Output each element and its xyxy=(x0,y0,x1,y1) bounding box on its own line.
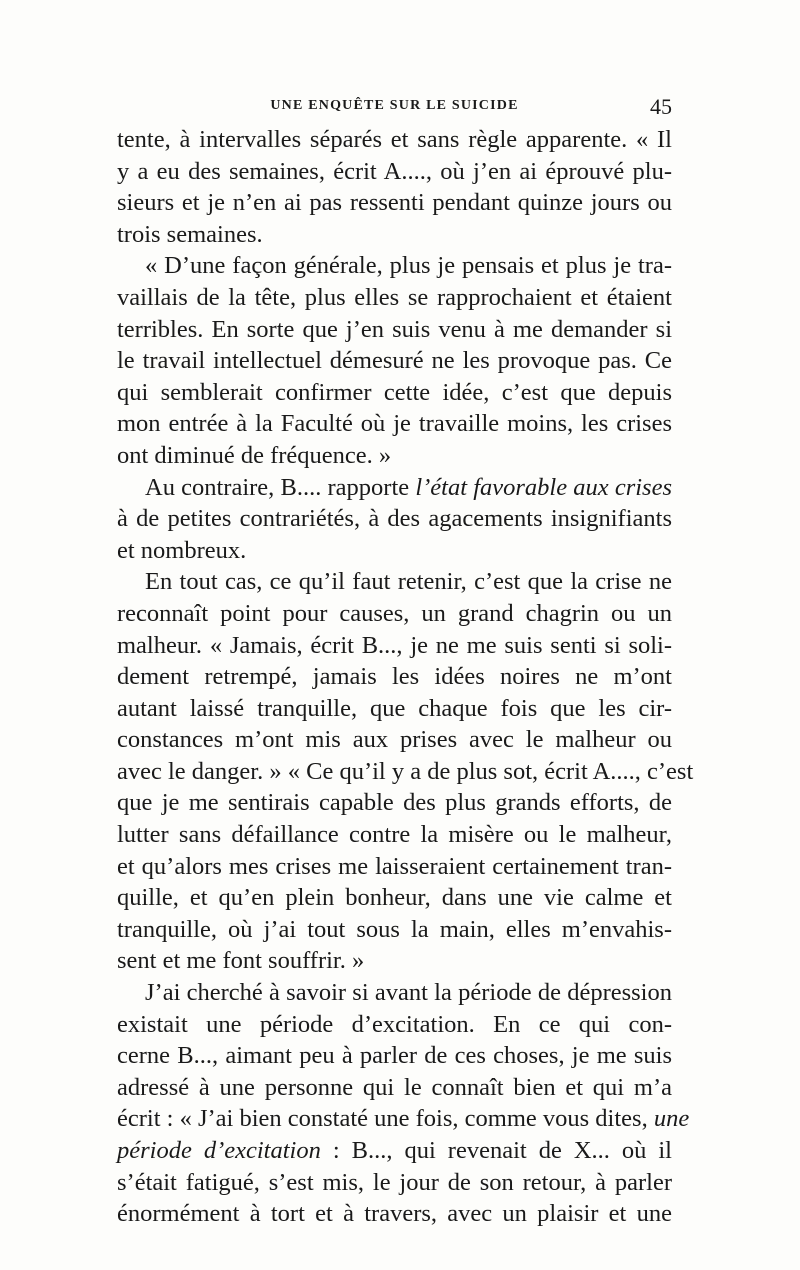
text-line: vaillais de la tête, plus elles se rapprochaient et étaient xyxy=(117,283,672,311)
text-run: : B..., qui revenait de X... où il xyxy=(320,1137,672,1164)
text-line xyxy=(117,472,672,504)
text-line: quille, et qu’en plein bonheur, dans une vie calme et xyxy=(117,884,672,912)
text-line xyxy=(117,1135,672,1167)
text-line: cerne B..., aimant peu à parler de ces choses, je me suis xyxy=(117,1042,672,1070)
text-line: ont diminué de fréquence. » xyxy=(117,441,392,469)
text-line: sieurs et je n’en ai pas ressenti pendant quinze jours ou xyxy=(117,189,672,217)
running-head xyxy=(117,94,672,118)
text-line: le travail intellectuel démesuré ne les provoque pas. Ce xyxy=(117,347,672,375)
text-line: à de petites contrariétés, à des agacements insignifiants xyxy=(117,505,672,533)
text-line: mon entrée à la Faculté où je travaille moins, les crises xyxy=(117,410,672,438)
text-line: constances m’ont mis aux prises avec le malheur ou xyxy=(117,726,672,754)
text-line: tranquille, où j’ai tout sous la main, elles m’envahis- xyxy=(117,915,672,943)
text-line: tente, à intervalles séparés et sans règle apparente. « Il xyxy=(117,126,672,153)
text-run: écrit : « J’ai bien constaté une fois, comme vous dites, xyxy=(117,1105,654,1133)
text-line: sent et me font souffrir. » xyxy=(117,947,365,975)
text-line: « D’une façon générale, plus je pensais et plus je tra- xyxy=(145,252,672,280)
text-line: et nombreux. xyxy=(117,536,247,564)
text-line: terribles. En sorte que j’en suis venu à me demander si xyxy=(117,315,672,343)
text-line: énormément à tort et à travers, avec un plaisir et une xyxy=(117,1200,672,1228)
text-line xyxy=(117,1103,690,1135)
text-line: autant laissé tranquille, que chaque fois que les cir- xyxy=(117,694,672,722)
text-line: En tout cas, ce qu’il faut retenir, c’est que la crise ne xyxy=(145,568,672,596)
text-line: lutter sans défaillance contre la misère ou le malheur, xyxy=(117,821,672,849)
text-line: existait une période d’excitation. En ce qui con- xyxy=(117,1010,672,1038)
text-line: malheur. « Jamais, écrit B..., je ne me suis senti si soli- xyxy=(117,631,672,659)
text-line: qui semblerait confirmer cette idée, c’est que depuis xyxy=(117,378,672,406)
text-line: adressé à une personne qui le connaît bien et qui m’a xyxy=(117,1073,672,1101)
text-line: trois semaines. xyxy=(117,220,263,248)
text-line: J’ai cherché à savoir si avant la période de dépression xyxy=(145,979,672,1007)
running-title: UNE ENQUÊTE SUR LE SUICIDE xyxy=(270,98,519,113)
text-line: dement retrempé, jamais les idées noires ne m’ont xyxy=(117,663,672,691)
italic-phrase: période d’excitation xyxy=(117,1137,321,1164)
italic-phrase: une xyxy=(653,1105,690,1133)
body-text xyxy=(117,124,694,1230)
text-line: y a eu des semaines, écrit A...., où j’en ai éprouvé plu- xyxy=(117,157,672,185)
page-number: 45 xyxy=(650,94,672,119)
text-line: que je me sentirais capable des plus grands efforts, de xyxy=(117,789,672,817)
text-run: Au contraire, B.... rapporte xyxy=(145,473,416,501)
italic-phrase: l’état favorable aux crises xyxy=(415,473,672,501)
text-line: reconnaît point pour causes, un grand chagrin ou un xyxy=(117,599,672,627)
text-line: avec le danger. » « Ce qu’il y a de plus sot, écrit A...., c’est xyxy=(117,757,694,785)
text-line: s’était fatigué, s’est mis, le jour de son retour, à parler xyxy=(117,1168,672,1196)
text-line: et qu’alors mes crises me laisseraient certainement tran- xyxy=(117,852,672,880)
